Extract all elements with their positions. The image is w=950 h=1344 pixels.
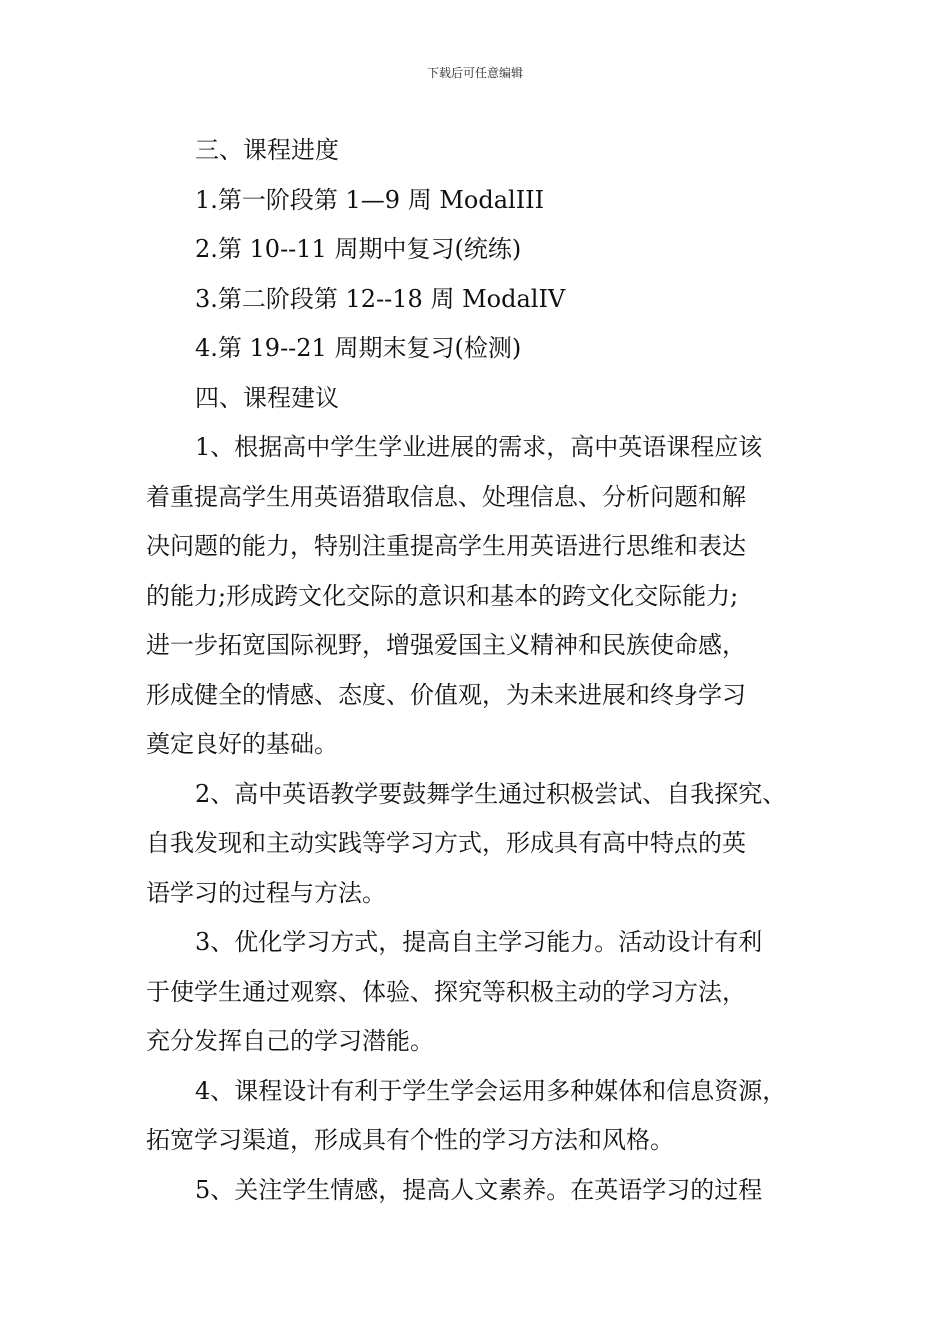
suggestion-paragraph-2 xyxy=(146,770,814,919)
suggestion-paragraph-3 xyxy=(146,918,814,1067)
paragraph-line: 充分发挥自己的学习潜能。 xyxy=(146,1027,434,1055)
suggestion-paragraph-1 xyxy=(146,423,814,770)
section-heading-schedule: 三、课程进度 xyxy=(195,136,339,164)
paragraph-line: 4、课程设计有利于学生学会运用多种媒体和信息资源， xyxy=(195,1076,787,1105)
paragraph-line: 形成健全的情感、态度、价值观，为未来进展和终身学习 xyxy=(146,680,746,709)
paragraph-line: 于使学生通过观察、体验、探究等积极主动的学习方法， xyxy=(146,977,746,1006)
paragraph-line: 进一步拓宽国际视野，增强爱国主义精神和民族使命感， xyxy=(146,631,746,659)
section-heading-suggestions: 四、课程建议 xyxy=(195,383,339,412)
paragraph-line: 2、高中英语教学要鼓舞学生通过积极尝试、自我探究、 xyxy=(195,779,787,808)
schedule-item: 4.第 19--21 周期末复习(检测) xyxy=(195,334,522,362)
paragraph-line: 自我发现和主动实践等学习方式，形成具有高中特点的英 xyxy=(146,829,746,857)
document-body xyxy=(146,126,814,1215)
paragraph-line: 3、优化学习方式，提高自主学习能力。活动设计有利 xyxy=(195,928,763,956)
schedule-item: 2.第 10--11 周期中复习(统练) xyxy=(195,235,522,263)
schedule-item: 1.第一阶段第 1—9 周 ModalIII xyxy=(195,185,545,214)
suggestion-paragraph-5 xyxy=(146,1166,814,1216)
paragraph-line: 决问题的能力，特别注重提高学生用英语进行思维和表达 xyxy=(146,532,746,560)
paragraph-line: 5、关注学生情感，提高人文素养。在英语学习的过程 xyxy=(195,1175,763,1204)
paragraph-line: 奠定良好的基础。 xyxy=(146,730,338,758)
page-header-note: 下载后可任意编辑 xyxy=(426,66,523,80)
paragraph-line: 着重提高学生用英语猎取信息、处理信息、分析问题和解 xyxy=(146,482,746,511)
schedule-item: 3.第二阶段第 12--18 周 ModalIV xyxy=(195,284,566,313)
suggestion-paragraph-4 xyxy=(146,1067,814,1166)
paragraph-line: 的能力;形成跨文化交际的意识和基本的跨文化交际能力; xyxy=(146,581,739,610)
paragraph-line: 语学习的过程与方法。 xyxy=(146,878,386,907)
paragraph-line: 1、根据高中学生学业进展的需求，高中英语课程应该 xyxy=(195,433,763,461)
paragraph-line: 拓宽学习渠道，形成具有个性的学习方法和风格。 xyxy=(146,1126,674,1154)
